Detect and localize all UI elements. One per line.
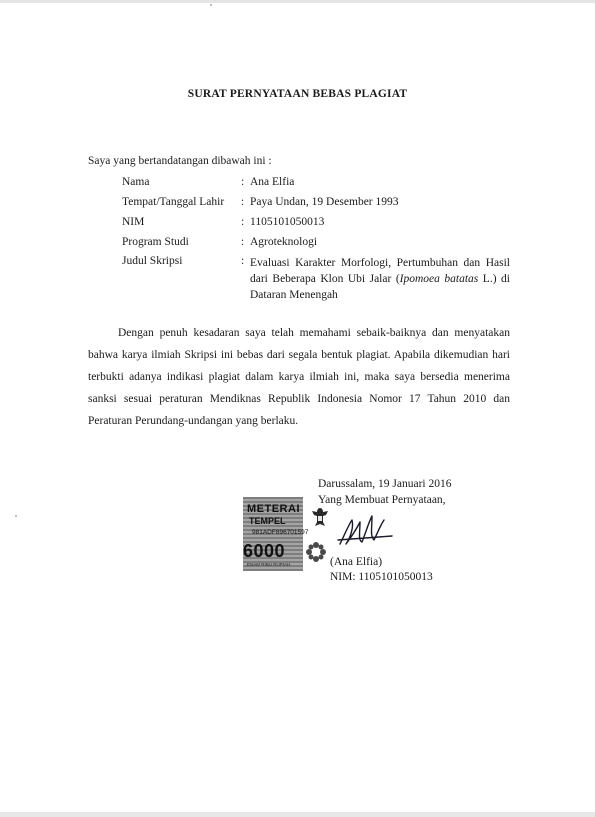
paragraph-line: sanksi sesuai peraturan Mendiknas Republik Indonesia Nomor 17 Tahun 2010 dan: [88, 393, 510, 405]
field-separator: :: [241, 196, 245, 208]
paragraph-line: bahwa karya ilmiah Skripsi ini bebas dari segala bentuk plagiat. Apabila dikemudian hari: [88, 349, 510, 361]
thesis-title: [250, 255, 510, 303]
field-label: Program Studi: [122, 236, 189, 248]
stamp-value-words: ENAM RIBU RUPIAH: [247, 562, 291, 567]
field-separator: :: [241, 236, 245, 248]
field-separator: :: [241, 176, 245, 188]
place-date: Darussalam, 19 Januari 2016: [318, 478, 452, 490]
thesis-title-line: [250, 271, 510, 287]
paragraph-line: terbukti adanya indikasi plagiat dalam karya ilmiah ini, maka saya bersedia menerima: [88, 371, 510, 383]
ornament-icon: [305, 541, 327, 563]
garuda-emblem-icon: [309, 505, 331, 529]
field-label: Nama: [122, 176, 150, 188]
field-label: Judul Skripsi: [122, 255, 183, 267]
stamp-title: METERAI: [247, 503, 300, 515]
signer-role: Yang Membuat Pernyataan,: [318, 494, 446, 506]
intro-text: Saya yang bertandatangan dibawah ini :: [88, 155, 272, 167]
stamp-value: 6000: [243, 541, 286, 561]
thesis-title-line: Dataran Menengah: [250, 289, 338, 301]
field-value: 1105101050013: [250, 216, 325, 228]
scan-speck: [15, 515, 17, 517]
field-value: Agroteknologi: [250, 236, 318, 248]
revenue-stamp: [243, 497, 343, 571]
field-label: Tempat/Tanggal Lahir: [122, 196, 225, 208]
signer-name: (Ana Elfia): [330, 556, 383, 568]
scan-edge-top: [0, 0, 595, 3]
signer-nim: NIM: 1105101050013: [330, 571, 433, 583]
document-title: SURAT PERNYATAAN BEBAS PLAGIAT: [187, 88, 408, 100]
thesis-title-segment: L.) di: [478, 273, 510, 285]
field-value: Ana Elfia: [250, 176, 295, 188]
thesis-title-segment: dari Beberapa Klon Ubi Jalar (: [250, 273, 400, 285]
stamp-subtitle: TEMPEL: [249, 516, 286, 526]
scientific-name: Ipomoea batatas: [399, 273, 479, 285]
field-label: NIM: [122, 216, 145, 228]
handwritten-signature: [336, 510, 396, 552]
scan-edge-bottom: [0, 812, 595, 817]
thesis-title-line: Evaluasi Karakter Morfologi, Pertumbuhan dan Hasil: [250, 257, 510, 269]
paragraph-line: Peraturan Perundang-undangan yang berlaku.: [88, 415, 299, 427]
stamp-serial: 981ADF896701597: [252, 529, 309, 536]
field-value: Paya Undan, 19 Desember 1993: [250, 196, 399, 208]
scan-speck: [210, 4, 212, 6]
statement-paragraph: [88, 322, 510, 432]
field-separator: :: [241, 216, 245, 228]
paragraph-line: Dengan penuh kesadaran saya telah memahami sebaik-baiknya dan menyatakan: [118, 327, 510, 339]
field-separator: :: [241, 255, 245, 267]
